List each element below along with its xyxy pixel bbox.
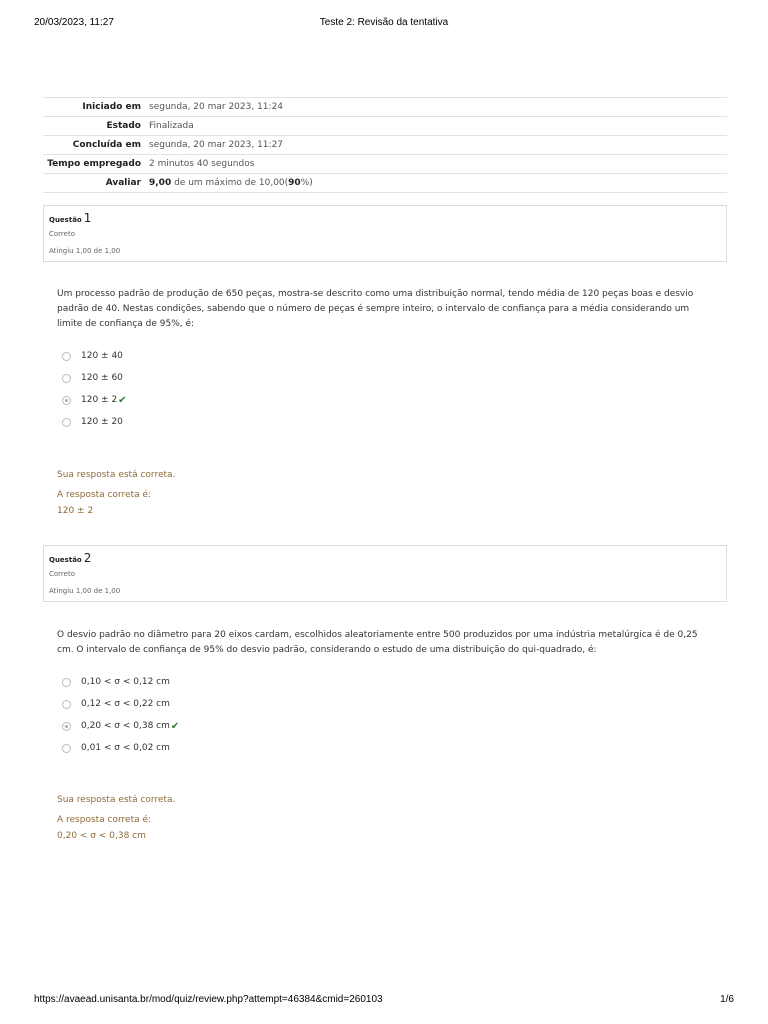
question-label: Questão bbox=[49, 556, 82, 564]
answer-option[interactable] bbox=[62, 345, 127, 367]
grade-percent: 90 bbox=[288, 178, 301, 188]
answer-option-selected[interactable] bbox=[62, 715, 179, 737]
time-value: 2 minutos 40 segundos bbox=[149, 159, 255, 169]
state-label: Estado bbox=[106, 121, 141, 131]
right-answer-label: A resposta correta é: bbox=[57, 490, 152, 500]
question-2-info bbox=[43, 545, 727, 602]
grade-score: 9,00 bbox=[149, 178, 172, 188]
print-footer bbox=[0, 994, 768, 1008]
radio-button-selected[interactable] bbox=[62, 722, 71, 731]
answer-option[interactable] bbox=[62, 671, 179, 693]
answer-option-selected[interactable] bbox=[62, 389, 127, 411]
question-2-state: Correto bbox=[49, 570, 75, 578]
answer-option[interactable] bbox=[62, 737, 179, 759]
summary-row-grade bbox=[43, 174, 727, 193]
completed-value: segunda, 20 mar 2023, 11:27 bbox=[149, 140, 284, 150]
summary-row-started bbox=[43, 98, 727, 117]
radio-button-selected[interactable] bbox=[62, 396, 71, 405]
question-1-text: Um processo padrão de produção de 650 peças, mostra-se descrito como uma distribuição normal, tendo média de 120 peças boas e desvio padrão de 40. Nestas condições, sabendo que o número de peças é sempre inteiro, o intervalo de confiança para a média considerando um limite de confiança de 95%, é: bbox=[57, 289, 694, 329]
answer-label: 120 ± 20 bbox=[81, 417, 123, 427]
check-icon: ✔ bbox=[170, 720, 180, 732]
print-header bbox=[0, 17, 768, 31]
question-2-grade: Atingiu 1,00 de 1,00 bbox=[49, 587, 121, 595]
question-2-number bbox=[49, 551, 91, 565]
answer-label: 120 ± 40 bbox=[81, 351, 123, 361]
question-1-answers bbox=[62, 345, 127, 433]
answer-option[interactable] bbox=[62, 693, 179, 715]
radio-button[interactable] bbox=[62, 744, 71, 753]
completed-label: Concluída em bbox=[72, 140, 141, 150]
check-icon: ✔ bbox=[118, 394, 127, 406]
summary-row-time bbox=[43, 155, 727, 174]
state-value: Finalizada bbox=[149, 121, 194, 131]
summary-row-completed bbox=[43, 136, 727, 155]
radio-button[interactable] bbox=[62, 374, 71, 383]
radio-button[interactable] bbox=[62, 700, 71, 709]
question-1-grade: Atingiu 1,00 de 1,00 bbox=[49, 247, 121, 255]
question-number: 2 bbox=[83, 551, 92, 565]
started-label: Iniciado em bbox=[82, 102, 141, 112]
question-1-state: Correto bbox=[49, 230, 75, 238]
answer-label: 120 ± 60 bbox=[81, 373, 123, 383]
print-datetime: 20/03/2023, 11:27 bbox=[34, 17, 114, 28]
feedback-correct: Sua resposta está correta. bbox=[57, 795, 176, 805]
attempt-summary-table bbox=[43, 97, 727, 193]
answer-label: 120 ± 2 bbox=[81, 395, 118, 405]
radio-button[interactable] bbox=[62, 678, 71, 687]
question-1-info bbox=[43, 205, 727, 262]
right-answer: 0,20 < σ < 0,38 cm bbox=[57, 831, 146, 841]
answer-label: 0,10 < σ < 0,12 cm bbox=[81, 677, 170, 687]
print-url: https://avaead.unisanta.br/mod/quiz/review.php?attempt=46384&cmid=260103 bbox=[34, 994, 383, 1005]
feedback-correct: Sua resposta está correta. bbox=[57, 470, 176, 480]
answer-option[interactable] bbox=[62, 367, 127, 389]
right-answer-label: A resposta correta é: bbox=[57, 815, 152, 825]
question-1-number bbox=[49, 211, 91, 225]
answer-label: 0,01 < σ < 0,02 cm bbox=[81, 743, 170, 753]
grade-mid: de um máximo de 10,00( bbox=[171, 178, 289, 188]
radio-button[interactable] bbox=[62, 352, 71, 361]
grade-end: %) bbox=[300, 178, 313, 188]
time-label: Tempo empregado bbox=[47, 159, 141, 169]
question-2-answers bbox=[62, 671, 179, 759]
answer-option[interactable] bbox=[62, 411, 127, 433]
radio-button[interactable] bbox=[62, 418, 71, 427]
question-2-feedback bbox=[57, 792, 175, 844]
answer-label: 0,20 < σ < 0,38 cm bbox=[81, 721, 170, 731]
question-number: 1 bbox=[83, 211, 92, 225]
summary-row-state bbox=[43, 117, 727, 136]
question-1-feedback bbox=[57, 467, 175, 519]
grade-value bbox=[149, 174, 727, 193]
question-label: Questão bbox=[49, 216, 82, 224]
print-title: Teste 2: Revisão da tentativa bbox=[319, 17, 449, 28]
question-2-text: O desvio padrão no diâmetro para 20 eixos cardam, escolhidos aleatoriamente entre 500 produzidos por uma indústria metalúrgica é de 0,25 cm. O intervalo de confiança de 95% do desvio padrão, considerando o estudo de uma distribuição do qui-quadrado, é: bbox=[57, 630, 698, 655]
print-page-number: 1/6 bbox=[720, 994, 734, 1005]
right-answer: 120 ± 2 bbox=[57, 506, 94, 516]
started-value: segunda, 20 mar 2023, 11:24 bbox=[149, 102, 284, 112]
grade-label: Avaliar bbox=[105, 178, 141, 188]
answer-label: 0,12 < σ < 0,22 cm bbox=[81, 699, 170, 709]
